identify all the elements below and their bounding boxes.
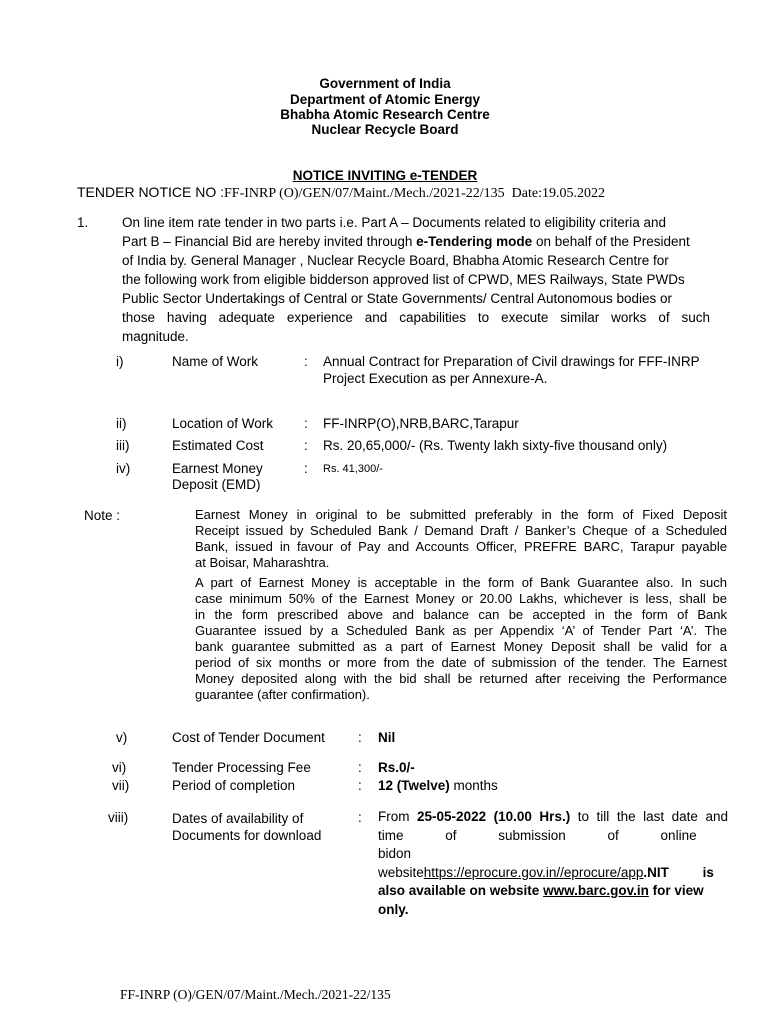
- note-paragraph-2: [195, 575, 727, 703]
- header-nrb: Nuclear Recycle Board: [311, 122, 459, 137]
- note-line: Guarantee issued by a Scheduled Bank as per Appendix ‘A’ of Tender Part ‘A’. The: [195, 623, 727, 638]
- header-government: Government of India: [319, 76, 451, 91]
- item-ii-num: ii): [116, 416, 127, 431]
- note-label: Note :: [84, 508, 121, 523]
- para-line: magnitude.: [122, 329, 189, 344]
- item-ii-label: Location of Work: [172, 416, 274, 431]
- e-tendering-mode: e-Tendering mode: [416, 234, 533, 249]
- colon: :: [358, 760, 362, 775]
- colon: :: [358, 730, 362, 745]
- para-line: On line item rate tender in two parts i.e. Part A – Documents related to eligibility criteria and: [122, 215, 667, 230]
- para-line: the following work from eligible bidderson approved list of CPWD, MES Railways, State PWDs: [122, 272, 685, 287]
- colon: :: [304, 438, 308, 453]
- note-paragraph-1: [195, 507, 727, 571]
- item-iii-label: Estimated Cost: [172, 438, 264, 453]
- tender-notice-line: [77, 184, 605, 202]
- footer-reference: FF-INRP (O)/GEN/07/Maint./Mech./2021-22/135: [120, 987, 391, 1002]
- colon: :: [358, 778, 362, 793]
- note-line: case minimum 50% of the Earnest Money or 20.00 Lakhs, whichever is less, shall be: [195, 591, 727, 606]
- item-i-value: Annual Contract for Preparation of Civil drawings for FFF-INRP Project Execution as per Annexure-A.: [323, 354, 700, 386]
- item-v-label: Cost of Tender Document: [172, 730, 325, 745]
- intro-paragraph: [122, 213, 710, 346]
- item-vii-label: Period of completion: [172, 778, 296, 793]
- para-number: 1.: [77, 215, 89, 230]
- tender-no-label: TENDER NOTICE NO :: [77, 184, 225, 200]
- item-vi-value: Rs.0/-: [378, 760, 415, 775]
- notice-title: NOTICE INVITING e-TENDER: [292, 168, 478, 183]
- header-barc: Bhabha Atomic Research Centre: [280, 107, 490, 122]
- note-line: period of six months or more from the date of submission of the tender. The Earnest: [195, 655, 727, 670]
- note-line: guarantee (after confirmation).: [195, 687, 370, 702]
- note-line: bank guarantee submitted as a part of Earnest Money Deposit shall be valid for a: [195, 639, 727, 654]
- item-iv-num: iv): [116, 461, 131, 476]
- colon: :: [304, 416, 308, 431]
- item-iv-value: Rs. 41,300/-: [323, 463, 383, 475]
- note-line: Money deposited along with the bid shall be returned after receiving the Performance: [195, 671, 727, 686]
- item-iv-label: Earnest Money Deposit (EMD): [172, 461, 263, 492]
- para-line: Part B – Financial Bid are hereby invited through e-Tendering mode on behalf of the President: [122, 234, 690, 249]
- colon: :: [304, 354, 308, 369]
- para-line: Public Sector Undertakings of Central or State Governments/ Central Autonomous bodies or: [122, 291, 673, 306]
- item-vi-label: Tender Processing Fee: [172, 760, 311, 775]
- colon: :: [358, 810, 362, 825]
- item-iii-num: iii): [116, 438, 130, 453]
- barc-website-link[interactable]: www.barc.gov.in: [543, 883, 649, 898]
- item-viii-value: From 25-05-2022 (10.00 Hrs.) to till the last date and time of submission of online bidon websitehttps://eprocure.gov.in//eprocure/app.NIT is also available on website www.barc.gov.in for view only.: [378, 809, 728, 917]
- item-v-num: v): [116, 730, 128, 745]
- item-iii-value: Rs. 20,65,000/- (Rs. Twenty lakh sixty-five thousand only): [323, 438, 668, 453]
- item-i-label: Name of Work: [172, 354, 259, 369]
- para-line: of India by. General Manager , Nuclear Recycle Board, Bhabha Atomic Research Centre for: [122, 253, 669, 268]
- note-line: at Boisar, Maharashtra.: [195, 555, 330, 570]
- item-ii-value: FF-INRP(O),NRB,BARC,Tarapur: [323, 416, 519, 431]
- item-vi-num: vi): [112, 760, 127, 775]
- note-line: Earnest Money in original to be submitted preferably in the form of Fixed Deposit: [195, 507, 727, 522]
- date-label: Date:: [511, 186, 542, 201]
- note-line: Bank, issued in favour of Pay and Accounts Officer, PREFRE BARC, Tarapur payable: [195, 539, 727, 554]
- item-vii-value: 12 (Twelve) months: [378, 778, 498, 793]
- item-viii-num: viii): [108, 810, 129, 825]
- header-department: Department of Atomic Energy: [289, 92, 481, 107]
- colon: :: [304, 461, 308, 476]
- note-line: Receipt issued by Scheduled Bank / Demand Draft / Banker’s Cheque of a Scheduled: [195, 523, 727, 538]
- note-line: A part of Earnest Money is acceptable in the form of Bank Guarantee also. In such: [195, 575, 727, 590]
- date-value: 19.05.2022: [541, 186, 605, 201]
- item-v-value: Nil: [378, 730, 396, 745]
- item-viii-label: Dates of availability of Documents for download: [172, 811, 322, 843]
- note-line: in the form prescribed above and balance can be accepted in the form of Bank: [195, 607, 727, 622]
- para-line: those having adequate experience and capabilities to execute similar works of such: [122, 310, 710, 325]
- eprocure-link[interactable]: https://eprocure.gov.in//eprocure/app: [423, 864, 644, 880]
- item-i-num: i): [116, 354, 124, 369]
- item-vii-num: vii): [112, 778, 130, 793]
- tender-no-value: FF-INRP (O)/GEN/07/Maint./Mech./2021-22/135: [224, 186, 505, 201]
